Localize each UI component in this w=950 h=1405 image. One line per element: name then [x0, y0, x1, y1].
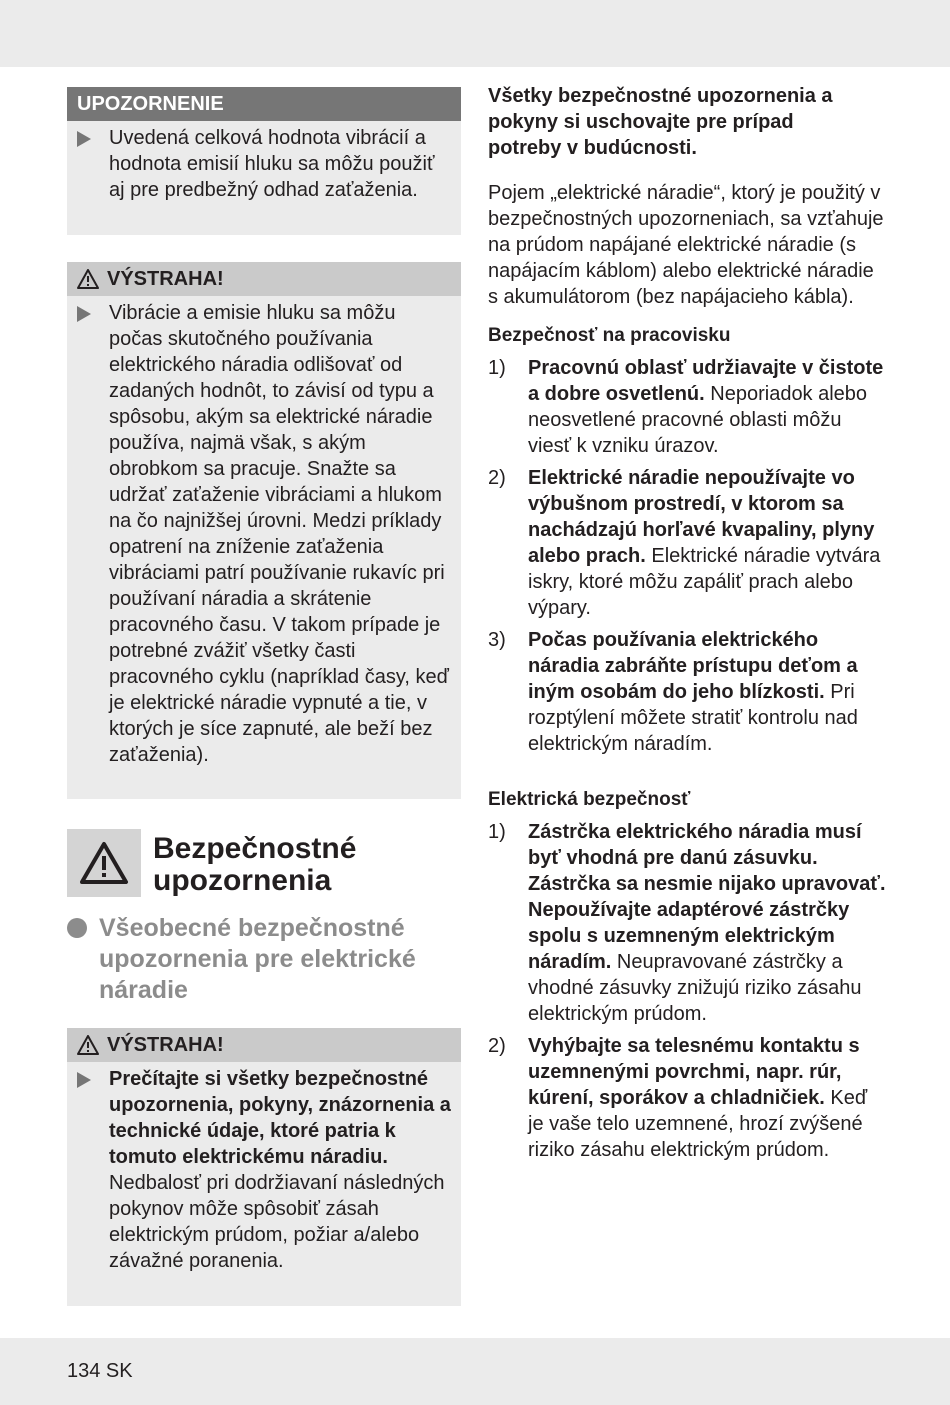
subsection-header — [67, 913, 461, 1006]
section-title: Bezpečnostné upozornenia — [153, 832, 357, 897]
electrical-heading: Elektrická bezpečnosť — [488, 789, 691, 810]
workplace-heading: Bezpečnosť na pracovisku — [488, 325, 731, 346]
intro-bold: Všetky bezpečnostné upozornenia a pokyny si uschovajte pre prípad potreby v budúcnosti. — [488, 85, 833, 159]
top-band — [0, 0, 950, 67]
left-column — [67, 87, 461, 1306]
triangle-bullet-icon — [77, 1072, 91, 1088]
notice-box — [67, 87, 461, 235]
triangle-bullet-icon — [77, 306, 91, 322]
warning-body — [67, 1062, 461, 1280]
list-item: 1) Zástrčka elektrického náradia musí byť vhodná pre danú zásuvku. Zástrčka sa nesmie nijako upravovať. Nepoužívajte adaptérové zástrčky spolu s uzemneným elektrickým náradím. Neupravované zástrčky a vhodné zásuvky znižujú riziko zásahu elektrickým prúdom. — [488, 821, 886, 1025]
warning-header: VÝSTRAHA! — [67, 262, 461, 296]
electrical-list — [488, 819, 888, 1163]
read-instructions-box — [67, 1028, 461, 1306]
workplace-list — [488, 355, 888, 757]
right-column — [488, 83, 888, 1163]
warning-text: Vibrácie a emisie hluku sa môžu počas skutočného používania elektrického náradia odlišovať od zadaných hodnôt, to závisí od typu a spôsobu, akým sa elektrické náradie používa, najmä však, s akým obrobkom sa pracuje. Snažte sa udržať zaťaženie vibráciami a hlukom na čo najnižšej úrovni. Medzi príklady opatrení na zníženie zaťaženia vibráciami patrí používanie rukavíc pri používaní náradia a skrátenie pracovného času. V takom prípade je potrebné zvážiť všetky časti pracovného cyklu (napríklad časy, keď je elektrické náradie vypnuté a tie, v ktorých je síce zapnuté, ale beží bez zaťaženia). — [109, 302, 449, 766]
circle-bullet-icon — [67, 918, 87, 938]
list-item: 2) Vyhýbajte sa telesnému kontaktu s uzemnenými povrchmi, napr. rúr, kúrení, sporákov a chladničiek. Keď je vaše telo uzemnené, hrozí zvýšené riziko zásahu elektrickým prúdom. — [488, 1035, 868, 1161]
notice-header: UPOZORNENIE — [67, 87, 461, 121]
triangle-bullet-icon — [77, 131, 91, 147]
warning-icon — [79, 841, 129, 885]
warning-body — [67, 296, 461, 774]
vibration-warning-box — [67, 262, 461, 799]
notice-body — [67, 121, 461, 209]
warning-icon — [77, 269, 99, 289]
warning-text: Prečítajte si všetky bezpečnostné upozornenia, pokyny, znázornenia a technické údaje, ktoré patria k tomuto elektrickému náradiu. Nedbalosť pri dodržiavaní následných pokynov môže spôsobiť zásah elektrickým prúdom, požiar a/alebo závažné poranenia. — [109, 1068, 451, 1272]
subsection-title: Všeobecné bezpečnostné upozornenia pre elektrické náradie — [99, 914, 416, 1004]
intro-text: Pojem „elektrické náradie“, ktorý je použitý v bezpečnostných upozorneniach, sa vzťahuje na prúdom napájané elektrické náradie (s napájacím káblom) alebo elektrické náradie s akumulátorom (bez napájacieho kábla). — [488, 182, 884, 308]
list-item: 3) Počas používania elektrického náradia zabráňte prístupu deťom a iným osobám do jeho blízkosti. Pri rozptýlení môžete stratiť kontrolu nad elektrickým náradím. — [488, 629, 858, 755]
list-item: 1) Pracovnú oblasť udržiavajte v čistote a dobre osvetlenú. Neporiadok alebo neosvetlené pracovné oblasti môžu viesť k vzniku úrazov. — [488, 357, 884, 457]
list-item: 2) Elektrické náradie nepoužívajte vo výbušnom prostredí, v ktorom sa nachádzajú horľavé kvapaliny, plyny alebo prach. Elektrické náradie vytvára iskry, ktoré môžu zapáliť prach alebo výpary. — [488, 467, 881, 619]
section-header — [67, 829, 461, 897]
notice-text: Uvedená celková hodnota vibrácií a hodnota emisií hluku sa môžu použiť aj pre predbežný odhad zaťaženia. — [109, 127, 435, 201]
bottom-band — [0, 1338, 950, 1405]
page-number: 134 SK — [67, 1360, 133, 1382]
warning-header: VÝSTRAHA! — [67, 1028, 461, 1062]
warning-icon — [77, 1035, 99, 1055]
warning-icon-box — [67, 829, 141, 897]
